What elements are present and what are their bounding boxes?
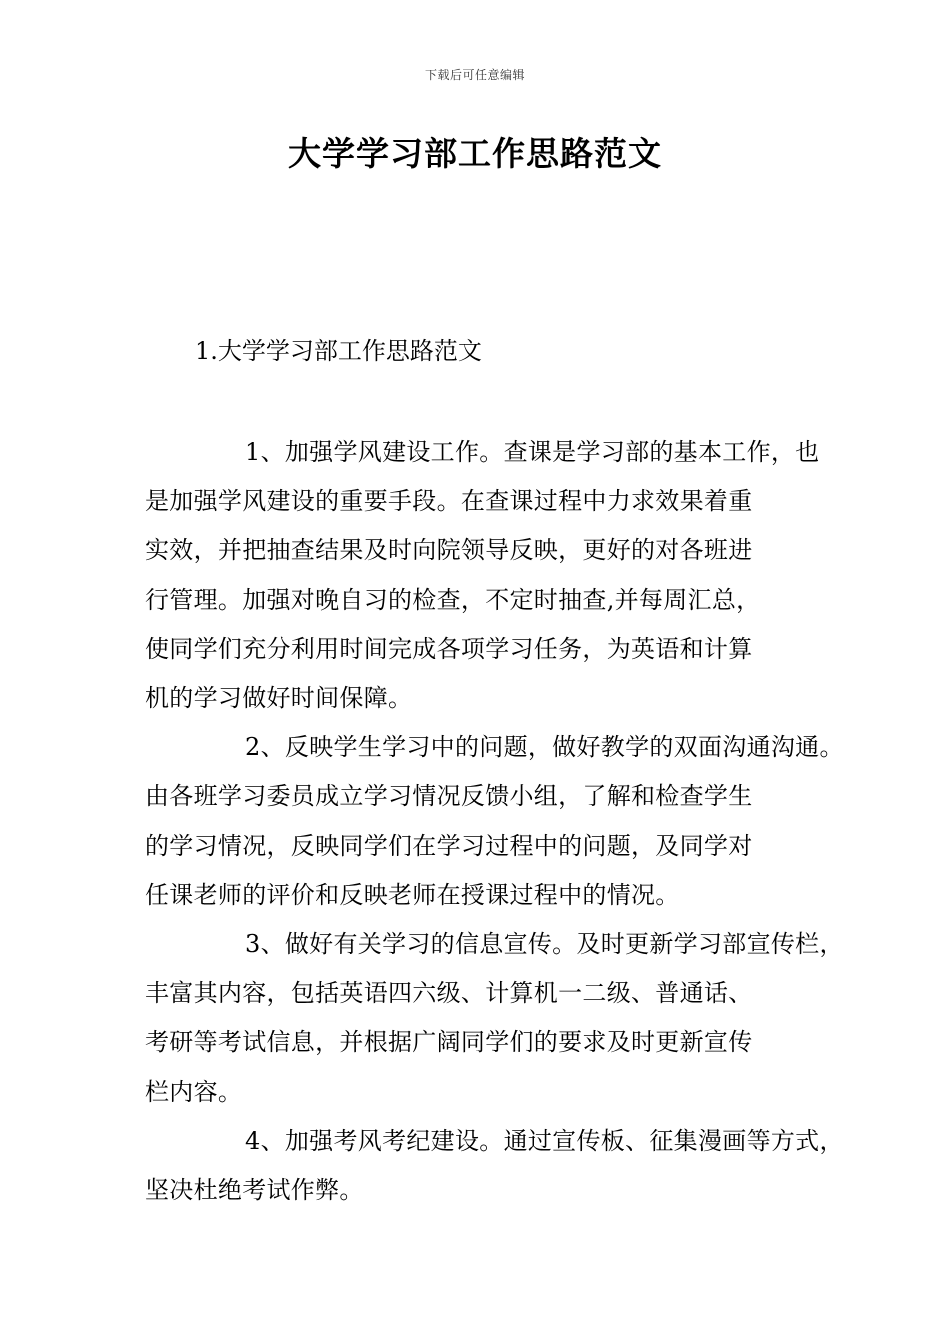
paragraph-line: 1、加强学风建设工作。查课是学习部的基本工作，也 bbox=[245, 438, 820, 466]
paragraph-4 bbox=[145, 1117, 844, 1215]
header-note: 下载后可任意编辑 bbox=[424, 68, 525, 82]
paragraph-line: 使同学们充分利用时间完成各项学习任务，为英语和计算 bbox=[145, 634, 753, 663]
paragraph-line: 3、做好有关学习的信息宣传。及时更新学习部宣传栏， bbox=[245, 930, 844, 959]
paragraph-line: 坚决杜绝考试作弊。 bbox=[145, 1176, 364, 1205]
paragraph-1 bbox=[145, 428, 825, 723]
paragraph-line: 任课老师的评价和反映老师在授课过程中的情况。 bbox=[145, 880, 680, 909]
paragraph-line: 由各班学习委员成立学习情况反馈小组，了解和检查学生 bbox=[145, 782, 753, 811]
paragraph-line: 是加强学风建设的重要手段。在查课过程中力求效果着重 bbox=[145, 487, 753, 516]
paragraph-line: 行管理。加强对晚自习的检查，不定时抽查,并每周汇总， bbox=[145, 585, 761, 614]
paragraph-2 bbox=[145, 723, 844, 920]
document-title: 大学学习部工作思路范文 bbox=[288, 134, 662, 173]
paragraph-line: 考研等考试信息，并根据广阔同学们的要求及时更新宣传 bbox=[145, 1028, 753, 1057]
paragraph-line: 的学习情况，反映同学们在学习过程中的问题，及同学对 bbox=[145, 831, 753, 860]
paragraph-line: 2、反映学生学习中的问题，做好教学的双面沟通沟通。 bbox=[245, 733, 844, 762]
paragraph-line: 4、加强考风考纪建设。通过宣传板、征集漫画等方式， bbox=[245, 1126, 844, 1155]
section-heading: 1.大学学习部工作思路范文 bbox=[195, 337, 482, 365]
paragraph-line: 实效，并把抽查结果及时向院领导反映，更好的对各班进 bbox=[145, 536, 753, 565]
paragraph-line: 栏内容。 bbox=[145, 1077, 243, 1106]
paragraph-line: 机的学习做好时间保障。 bbox=[145, 684, 413, 713]
paragraph-3 bbox=[145, 920, 844, 1117]
paragraph-line: 丰富其内容，包括英语四六级、计算机一二级、普通话、 bbox=[145, 979, 753, 1008]
body-text bbox=[145, 428, 844, 1215]
